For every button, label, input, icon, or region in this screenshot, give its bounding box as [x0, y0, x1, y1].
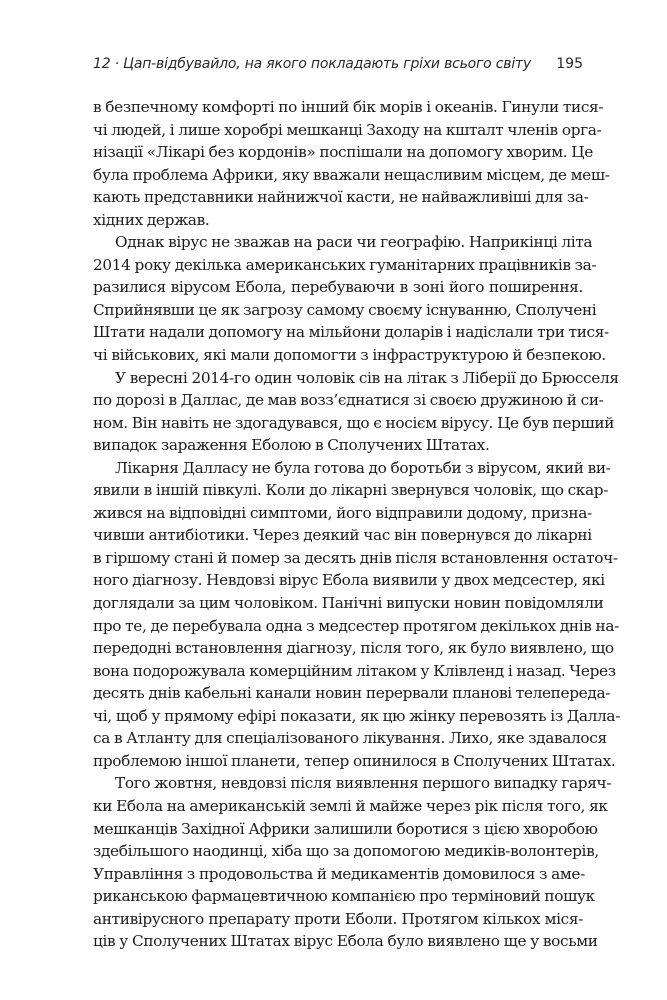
text-line: випадок зараження Еболою в Сполучених Штатах. — [93, 436, 490, 455]
text-line: ного діагнозу. Невдовзі вірус Ебола виявили у двох медсестер, які — [93, 571, 605, 590]
text-line: чі людей, і лише хоробрі мешканці Заходу на кшталт членів орга- — [93, 120, 602, 139]
text-line: здебільшого наодинці, хіба що за допомогою медиків-волонтерів, — [93, 842, 599, 861]
text-line: проблемою іншої планети, тепер опинилося в Сполучених Штатах. — [93, 751, 616, 770]
paragraph — [93, 772, 612, 952]
text-line: про те, де перебувала одна з медсестер протягом декількох днів на- — [93, 616, 619, 635]
text-line: була проблема Африки, яку вважали нещасливим місцем, де меш- — [93, 165, 610, 184]
text-line: ки Ебола на американській землі й майже через рік після того, як — [93, 796, 608, 815]
paragraph — [93, 457, 621, 773]
text-line: в безпечному комфорті по інший бік морів і океанів. Гинули тися- — [93, 98, 604, 116]
text-line: хідних держав. — [93, 210, 210, 229]
text-line: са в Атланту для спеціалізованого лікування. Лихо, яке здавалося — [93, 729, 607, 748]
text-line: явили в іншій півкулі. Коли до лікарні звернувся чоловік, що скар- — [93, 481, 609, 500]
paragraph — [93, 367, 619, 457]
text-line: Сприйнявши це як загрозу самому своєму існуванню, Сполучені — [93, 300, 597, 319]
text-line: Штати надали допомогу на мільйони доларів і надіслали три тися- — [93, 323, 609, 342]
text-line: антивірусного препарату проти Еболи. Протягом кількох міся- — [93, 909, 583, 928]
text-line: чі, щоб у прямому ефірі показати, як цю жінку перевозять із Далла- — [93, 706, 621, 725]
text-line: десять днів кабельні канали новин перервали планові телепереда- — [93, 684, 611, 703]
body-text — [93, 96, 621, 953]
text-line: чивши антибіотики. Через деякий час він повернувся до лікарні — [93, 526, 592, 545]
text-line: в гіршому стані й помер за десять днів після встановлення остаточ- — [93, 548, 618, 567]
text-line: жився на відповідні симптоми, його відправили додому, призна- — [93, 503, 592, 522]
text-line: риканською фармацевтичною компанією про терміновий пошук — [93, 887, 595, 906]
text-line: разилися вірусом Ебола, перебуваючи в зоні його поширення. — [93, 278, 583, 297]
text-line: Лікарня Далласу не була готова до боротьби з вірусом, який ви- — [115, 458, 611, 477]
text-line: 2014 року декілька американських гуманітарних працівників за- — [93, 255, 597, 274]
text-line: доглядали за цим чоловіком. Панічні випуски новин повідомляли — [93, 594, 604, 613]
text-line: Того жовтня, невдовзі після виявлення першого випадку гаряч- — [115, 774, 612, 793]
text-line: Управління з продовольства й медикаментів домовилося з аме- — [93, 864, 585, 883]
text-line: ців у Сполучених Штатах вірус Ебола було виявлено ще у восьми — [93, 932, 598, 951]
running-header — [93, 54, 583, 78]
text-line: по дорозі в Даллас, де мав возз’єднатися зі своєю дружиною й си- — [93, 391, 604, 410]
text-line: Однак вірус не зважав на раси чи географію. Наприкінці літа — [115, 233, 593, 252]
text-line: чі військових, які мали допомогти з інфраструктурою й безпекою. — [93, 346, 606, 365]
text-line: мешканців Західної Африки залишили боротися з цією хворобою — [93, 819, 598, 838]
paragraph — [93, 96, 610, 231]
text-line: передодні встановлення діагнозу, після того, як було виявлено, що — [93, 639, 614, 658]
text-line: нізації «Лікарі без кордонів» поспішали на допомогу хворим. Це — [93, 143, 593, 162]
chapter-title: 12 · Цап-відбувайло, на якого покладають гріхи всього світу — [93, 56, 532, 72]
text-line: вона подорожувала комерційним літаком у Клівленд і назад. Через — [93, 661, 616, 680]
page-number: 195 — [556, 56, 583, 72]
text-line: ном. Він навіть не здогадувався, що є носієм вірусу. Це був перший — [93, 413, 615, 432]
text-line: У вересні 2014-го один чоловік сів на літак з Ліберії до Брюсселя — [115, 368, 619, 387]
paragraph — [93, 231, 609, 366]
text-line: кають представники найнижчої касти, не найважливіші для за- — [93, 188, 589, 207]
